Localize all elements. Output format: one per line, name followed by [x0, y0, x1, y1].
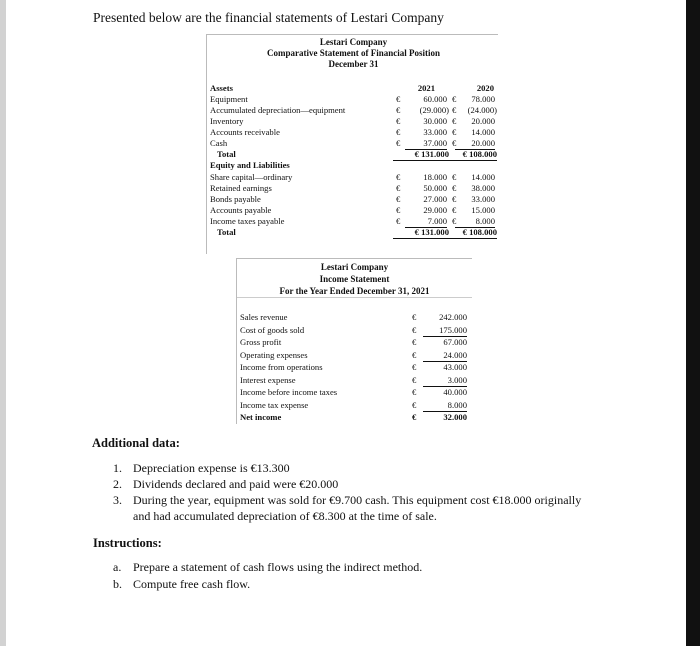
currency: €: [452, 205, 457, 215]
row-label: Income before income taxes: [240, 387, 338, 397]
row-label: Income tax expense: [240, 400, 309, 410]
row-value: 3.000: [423, 375, 467, 387]
currency: €: [412, 325, 417, 335]
value-2021: 50.000: [423, 183, 447, 193]
currency: €: [412, 312, 417, 322]
row-label: Inventory: [210, 116, 244, 126]
page-heading: Presented below are the financial statements of Lestari Company: [93, 10, 444, 25]
currency: €: [396, 138, 401, 148]
total-2021: € 131.000: [393, 149, 449, 161]
currency: €: [396, 127, 401, 137]
table-row: [237, 375, 472, 386]
row-value: 32.000: [443, 412, 467, 422]
currency: €: [452, 138, 457, 148]
row-label: Income taxes payable: [210, 216, 285, 226]
row-label: Income from operations: [240, 362, 323, 372]
item-text: Compute free cash flow.: [133, 577, 251, 591]
currency: €: [412, 350, 417, 360]
item-number: 2.: [113, 477, 122, 491]
value-2020: 33.000: [471, 194, 495, 204]
currency: €: [412, 412, 417, 422]
row-label: Net income: [240, 412, 282, 422]
income-statement-table: [236, 258, 472, 424]
row-label: Retained earnings: [210, 183, 272, 193]
row-label: Gross profit: [240, 337, 282, 347]
eq-total-row: [207, 227, 498, 238]
is-company: Lestari Company: [320, 262, 389, 272]
row-label: Accounts receivable: [210, 127, 280, 137]
value-2020: 20.000: [455, 138, 495, 150]
value-2020: 14.000: [471, 127, 495, 137]
table-row: [237, 325, 472, 336]
additional-data-heading: Additional data:: [92, 436, 180, 450]
currency: €: [452, 116, 457, 126]
item-text: and had accumulated depreciation of €8.300 at the time of sale.: [133, 509, 437, 523]
row-label: Accounts payable: [210, 205, 272, 215]
row-value: 40.000: [443, 387, 467, 397]
value-2021: 7.000: [405, 216, 447, 228]
table-row: [237, 312, 472, 323]
list-item: [113, 559, 422, 575]
item-letter: a.: [113, 560, 122, 574]
table-row: [207, 94, 498, 105]
table-row: [207, 216, 498, 227]
value-2020: 20.000: [471, 116, 495, 126]
currency: €: [412, 375, 417, 385]
value-2020: 78.000: [471, 94, 495, 104]
table-row: [207, 183, 498, 194]
row-label: Operating expenses: [240, 350, 308, 360]
bs-company: Lestari Company: [319, 37, 388, 47]
currency: €: [396, 105, 401, 115]
value-2020: 14.000: [471, 172, 495, 182]
row-label: Interest expense: [240, 375, 296, 385]
row-label: Cost of goods sold: [240, 325, 305, 335]
table-row: [237, 412, 472, 423]
currency: €: [452, 216, 457, 226]
table-row: [207, 127, 498, 138]
col-2020: 2020: [476, 83, 494, 93]
value-2021: 30.000: [423, 116, 447, 126]
row-label: Share capital—ordinary: [210, 172, 293, 182]
row-value: 8.000: [423, 400, 467, 412]
bs-date: December 31: [328, 59, 379, 69]
bs-header-row: [207, 83, 498, 94]
row-label: Equipment: [210, 94, 248, 104]
right-page-edge: [686, 0, 700, 646]
row-label: Total: [217, 149, 236, 159]
value-2021: (29.000): [419, 105, 449, 115]
item-number: 3.: [113, 493, 122, 507]
row-value: 242.000: [439, 312, 467, 322]
eq-header-row: [207, 160, 498, 171]
divider: [237, 297, 472, 298]
value-2021: 29.000: [423, 205, 447, 215]
table-row: [237, 400, 472, 411]
currency: €: [412, 387, 417, 397]
table-row: [207, 194, 498, 205]
currency: €: [452, 94, 457, 104]
equity-liabilities-header: Equity and Liabilities: [210, 160, 290, 170]
row-value: 175.000: [423, 325, 467, 337]
currency: €: [396, 94, 401, 104]
assets-total-row: [207, 149, 498, 160]
left-page-edge: [0, 0, 6, 646]
list-item: [113, 476, 338, 492]
row-label: Total: [217, 227, 236, 237]
currency: €: [396, 216, 401, 226]
table-row: [207, 205, 498, 216]
value-2021: 37.000: [405, 138, 447, 150]
table-row: [207, 172, 498, 183]
balance-sheet-table: [206, 34, 498, 254]
table-row: [207, 116, 498, 127]
value-2021: 60.000: [423, 94, 447, 104]
row-label: Bonds payable: [210, 194, 261, 204]
list-item-continuation: [133, 508, 437, 524]
row-value: 67.000: [443, 337, 467, 347]
table-row: [237, 387, 472, 398]
item-text: Dividends declared and paid were €20.000: [133, 477, 339, 491]
total-2020: € 108.000: [447, 149, 497, 161]
table-row: [237, 362, 472, 373]
currency: €: [412, 337, 417, 347]
total-2020: € 108.000: [447, 227, 497, 239]
item-text: During the year, equipment was sold for €9.700 cash. This equipment cost €18.000 originally: [133, 493, 582, 507]
list-item: [113, 460, 290, 476]
is-period: For the Year Ended December 31, 2021: [279, 286, 430, 296]
table-row: [237, 350, 472, 361]
currency: €: [452, 172, 457, 182]
currency: €: [396, 172, 401, 182]
value-2020: (24.000): [467, 105, 497, 115]
currency: €: [396, 205, 401, 215]
item-text: Depreciation expense is €13.300: [133, 461, 290, 475]
currency: €: [452, 194, 457, 204]
currency: €: [452, 127, 457, 137]
value-2021: 33.000: [423, 127, 447, 137]
item-text: Prepare a statement of cash flows using the indirect method.: [133, 560, 423, 574]
currency: €: [396, 194, 401, 204]
currency: €: [396, 116, 401, 126]
currency: €: [396, 183, 401, 193]
value-2020: 15.000: [471, 205, 495, 215]
value-2021: 18.000: [423, 172, 447, 182]
currency: €: [412, 400, 417, 410]
row-label: Cash: [210, 138, 228, 148]
row-value: 24.000: [423, 350, 467, 362]
currency: €: [452, 105, 457, 115]
value-2020: 38.000: [471, 183, 495, 193]
item-number: 1.: [113, 461, 122, 475]
table-row: [237, 337, 472, 348]
instructions-heading: Instructions:: [93, 536, 162, 550]
value-2020: 8.000: [455, 216, 495, 228]
list-item: [113, 576, 250, 592]
row-label: Sales revenue: [240, 312, 288, 322]
total-2021: € 131.000: [393, 227, 449, 239]
value-2021: 27.000: [423, 194, 447, 204]
item-letter: b.: [113, 577, 122, 591]
list-item: [113, 492, 581, 508]
currency: €: [412, 362, 417, 372]
col-2021: 2021: [417, 83, 435, 93]
table-row: [207, 138, 498, 149]
row-label: Accumulated depreciation—equipment: [210, 105, 346, 115]
is-title: Income Statement: [319, 274, 390, 284]
currency: €: [452, 183, 457, 193]
bs-title: Comparative Statement of Financial Position: [267, 48, 440, 58]
table-row: [207, 105, 498, 116]
row-value: 43.000: [443, 362, 467, 372]
assets-header: Assets: [210, 83, 233, 93]
